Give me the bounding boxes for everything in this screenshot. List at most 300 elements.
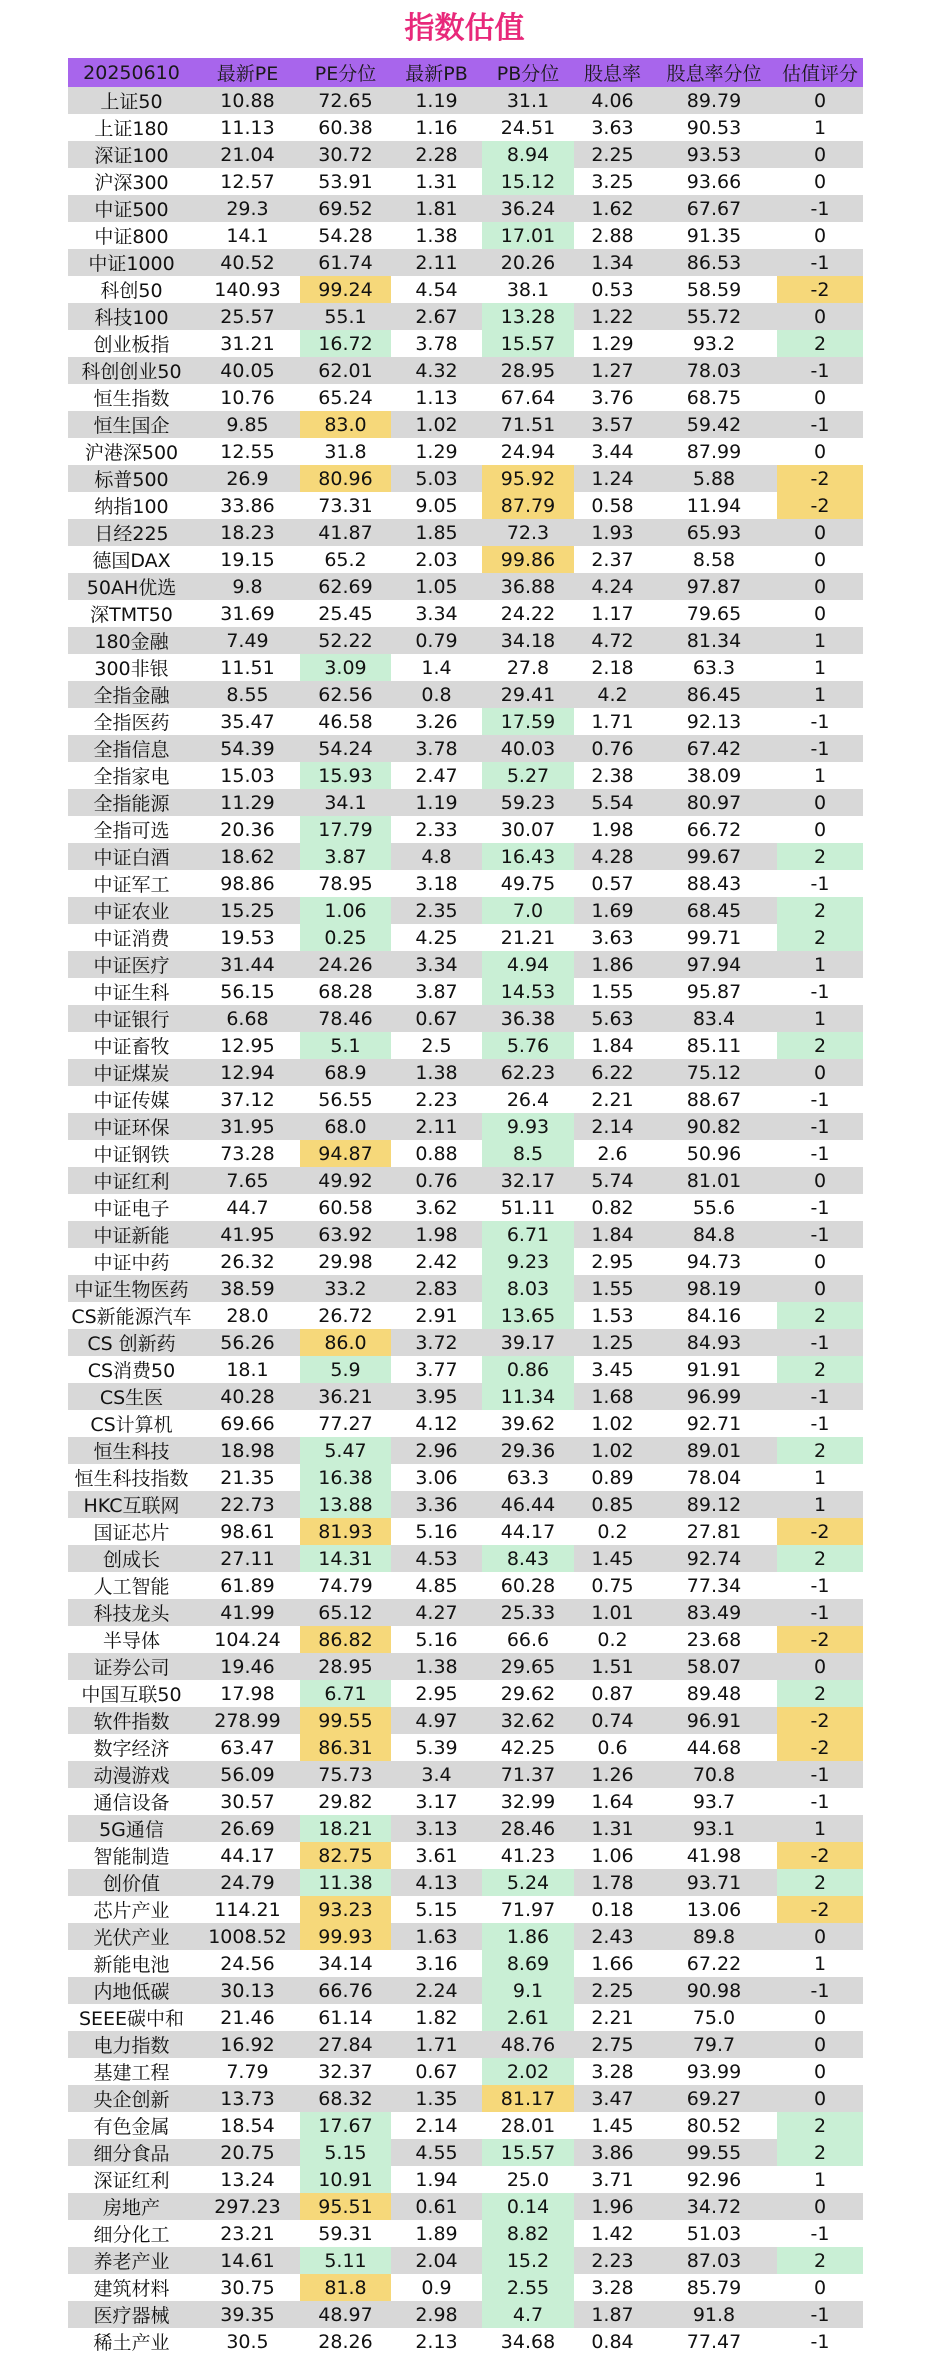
table-cell: 62.01 [300, 357, 391, 384]
table-cell: 2.35 [391, 897, 482, 924]
index-name-cell: 中证环保 [68, 1113, 195, 1140]
table-cell: 10.76 [195, 384, 300, 411]
table-cell: 1.26 [574, 1761, 651, 1788]
table-cell: 99.55 [300, 1707, 391, 1734]
table-cell: 3.06 [391, 1464, 482, 1491]
table-cell: 66.6 [482, 1626, 574, 1653]
table-cell: 1.27 [574, 357, 651, 384]
table-cell: 20.75 [195, 2139, 300, 2166]
table-cell: 0 [777, 573, 863, 600]
table-cell: 3.28 [574, 2274, 651, 2301]
index-name-cell: 有色金属 [68, 2112, 195, 2139]
table-row [68, 1653, 863, 1680]
index-name-cell: 智能制造 [68, 1842, 195, 1869]
table-cell: 3.63 [574, 114, 651, 141]
table-cell: 78.03 [651, 357, 777, 384]
table-cell: 68.45 [651, 897, 777, 924]
table-row [68, 1383, 863, 1410]
index-name-cell: 全指医药 [68, 708, 195, 735]
table-cell: 3.78 [391, 330, 482, 357]
table-cell: 41.99 [195, 1599, 300, 1626]
table-cell: 1.68 [574, 1383, 651, 1410]
table-cell: 1 [777, 1464, 863, 1491]
table-cell: -1 [777, 1572, 863, 1599]
table-cell: 24.51 [482, 114, 574, 141]
table-cell: 86.45 [651, 681, 777, 708]
table-cell: 86.0 [300, 1329, 391, 1356]
table-cell: 11.51 [195, 654, 300, 681]
table-cell: 72.3 [482, 519, 574, 546]
table-cell: 58.07 [651, 1653, 777, 1680]
table-cell: 1.85 [391, 519, 482, 546]
table-cell: -2 [777, 1734, 863, 1761]
table-cell: 2.75 [574, 2031, 651, 2058]
index-name-cell: CS新能源汽车 [68, 1302, 195, 1329]
table-cell: 40.28 [195, 1383, 300, 1410]
table-cell: 24.79 [195, 1869, 300, 1896]
index-name-cell: 创成长 [68, 1545, 195, 1572]
table-cell: 63.47 [195, 1734, 300, 1761]
table-cell: -1 [777, 1086, 863, 1113]
table-cell: 87.79 [482, 492, 574, 519]
table-cell: 83.49 [651, 1599, 777, 1626]
table-cell: 30.72 [300, 141, 391, 168]
table-row [68, 2139, 863, 2166]
table-cell: 29.41 [482, 681, 574, 708]
table-cell: 4.27 [391, 1599, 482, 1626]
table-cell: 33.86 [195, 492, 300, 519]
table-cell: 2.03 [391, 546, 482, 573]
table-cell: 77.27 [300, 1410, 391, 1437]
index-name-cell: 细分化工 [68, 2220, 195, 2247]
table-cell: 1.53 [574, 1302, 651, 1329]
table-cell: 93.1 [651, 1815, 777, 1842]
table-cell: 8.43 [482, 1545, 574, 1572]
table-cell: 63.92 [300, 1221, 391, 1248]
table-cell: 75.73 [300, 1761, 391, 1788]
table-row [68, 1761, 863, 1788]
table-cell: 30.07 [482, 816, 574, 843]
table-cell: 31.21 [195, 330, 300, 357]
table-cell: 72.65 [300, 87, 391, 114]
table-cell: 1.45 [574, 2112, 651, 2139]
table-row [68, 519, 863, 546]
table-cell: 91.8 [651, 2301, 777, 2328]
table-row [68, 1788, 863, 1815]
table-cell: 84.16 [651, 1302, 777, 1329]
table-cell: 3.09 [300, 654, 391, 681]
table-cell: -1 [777, 1221, 863, 1248]
table-cell: 24.22 [482, 600, 574, 627]
index-name-cell: 纳指100 [68, 492, 195, 519]
table-cell: 114.21 [195, 1896, 300, 1923]
table-cell: 15.03 [195, 762, 300, 789]
table-cell: 16.43 [482, 843, 574, 870]
table-cell: 51.03 [651, 2220, 777, 2247]
table-cell: 1.06 [300, 897, 391, 924]
table-cell: 0.57 [574, 870, 651, 897]
table-cell: 69.52 [300, 195, 391, 222]
table-cell: 68.9 [300, 1059, 391, 1086]
table-cell: 1.98 [391, 1221, 482, 1248]
index-name-cell: 人工智能 [68, 1572, 195, 1599]
table-cell: 25.0 [482, 2166, 574, 2193]
table-row [68, 1464, 863, 1491]
table-cell: 13.06 [651, 1896, 777, 1923]
table-cell: 24.94 [482, 438, 574, 465]
table-cell: 0 [777, 1923, 863, 1950]
table-cell: -1 [777, 2220, 863, 2247]
index-name-cell: 基建工程 [68, 2058, 195, 2085]
table-cell: 0 [777, 384, 863, 411]
table-cell: 5.11 [300, 2247, 391, 2274]
table-cell: 3.18 [391, 870, 482, 897]
table-cell: -2 [777, 276, 863, 303]
table-cell: 1.55 [574, 1275, 651, 1302]
table-cell: 93.7 [651, 1788, 777, 1815]
table-cell: 4.06 [574, 87, 651, 114]
table-cell: 93.53 [651, 141, 777, 168]
table-row [68, 1923, 863, 1950]
table-cell: 2.28 [391, 141, 482, 168]
table-cell: 85.79 [651, 2274, 777, 2301]
table-cell: 36.24 [482, 195, 574, 222]
table-cell: 1 [777, 1950, 863, 1977]
table-cell: 3.86 [574, 2139, 651, 2166]
table-cell: 55.6 [651, 1194, 777, 1221]
table-cell: 75.12 [651, 1059, 777, 1086]
table-cell: -1 [777, 1788, 863, 1815]
index-name-cell: 证券公司 [68, 1653, 195, 1680]
table-cell: 1008.52 [195, 1923, 300, 1950]
table-cell: 0.9 [391, 2274, 482, 2301]
table-cell: 28.95 [482, 357, 574, 384]
table-row [68, 2193, 863, 2220]
table-cell: 27.81 [651, 1518, 777, 1545]
table-cell: 1.84 [574, 1221, 651, 1248]
index-name-cell: 日经225 [68, 519, 195, 546]
table-cell: 92.71 [651, 1410, 777, 1437]
table-cell: 1.31 [574, 1815, 651, 1842]
table-cell: 1.22 [574, 303, 651, 330]
table-cell: 92.74 [651, 1545, 777, 1572]
table-cell: 0 [777, 1275, 863, 1302]
table-cell: 87.99 [651, 438, 777, 465]
table-cell: 1.02 [391, 411, 482, 438]
table-cell: -1 [777, 1761, 863, 1788]
index-name-cell: 创价值 [68, 1869, 195, 1896]
table-cell: 1 [777, 114, 863, 141]
table-cell: 13.24 [195, 2166, 300, 2193]
table-cell: 1.63 [391, 1923, 482, 1950]
table-cell: 4.94 [482, 951, 574, 978]
index-name-cell: 全指信息 [68, 735, 195, 762]
table-row [68, 330, 863, 357]
table-cell: 0 [777, 1653, 863, 1680]
table-cell: 28.46 [482, 1815, 574, 1842]
table-cell: 29.62 [482, 1680, 574, 1707]
table-cell: 2.83 [391, 1275, 482, 1302]
table-row [68, 1572, 863, 1599]
table-cell: 39.17 [482, 1329, 574, 1356]
index-name-cell: 中证农业 [68, 897, 195, 924]
index-name-cell: 全指家电 [68, 762, 195, 789]
table-cell: 44.17 [195, 1842, 300, 1869]
table-cell: 88.67 [651, 1086, 777, 1113]
table-cell: 69.66 [195, 1410, 300, 1437]
table-row [68, 870, 863, 897]
table-cell: 67.67 [651, 195, 777, 222]
table-cell: 4.72 [574, 627, 651, 654]
table-cell: 65.12 [300, 1599, 391, 1626]
index-name-cell: 深TMT50 [68, 600, 195, 627]
table-cell: 18.98 [195, 1437, 300, 1464]
table-cell: 59.23 [482, 789, 574, 816]
index-name-cell: 养老产业 [68, 2247, 195, 2274]
table-cell: 17.67 [300, 2112, 391, 2139]
table-cell: 0.84 [574, 2328, 651, 2355]
table-cell: 1.25 [574, 1329, 651, 1356]
table-cell: 26.32 [195, 1248, 300, 1275]
table-cell: 3.45 [574, 1356, 651, 1383]
table-cell: 28.01 [482, 2112, 574, 2139]
table-row [68, 1491, 863, 1518]
table-cell: 83.0 [300, 411, 391, 438]
table-cell: 0 [777, 2193, 863, 2220]
table-cell: 1 [777, 2166, 863, 2193]
table-row [68, 1032, 863, 1059]
table-cell: 13.73 [195, 2085, 300, 2112]
table-cell: 62.56 [300, 681, 391, 708]
table-cell: 0 [777, 1167, 863, 1194]
table-cell: 15.12 [482, 168, 574, 195]
table-cell: 1 [777, 627, 863, 654]
table-cell: 5.9 [300, 1356, 391, 1383]
column-header: 最新PB [391, 58, 482, 87]
table-cell: 3.13 [391, 1815, 482, 1842]
table-cell: 15.93 [300, 762, 391, 789]
table-cell: 1 [777, 951, 863, 978]
table-row [68, 1707, 863, 1734]
index-name-cell: 科技100 [68, 303, 195, 330]
index-name-cell: 标普500 [68, 465, 195, 492]
table-row [68, 2031, 863, 2058]
table-row [68, 1518, 863, 1545]
table-cell: 5.24 [482, 1869, 574, 1896]
table-cell: 81.01 [651, 1167, 777, 1194]
table-cell: 1.13 [391, 384, 482, 411]
table-cell: 28.0 [195, 1302, 300, 1329]
table-cell: 5.16 [391, 1518, 482, 1545]
table-cell: 0.88 [391, 1140, 482, 1167]
table-cell: 2 [777, 1680, 863, 1707]
table-cell: 79.65 [651, 600, 777, 627]
table-cell: 32.37 [300, 2058, 391, 2085]
index-name-cell: 动漫游戏 [68, 1761, 195, 1788]
table-cell: 75.0 [651, 2004, 777, 2031]
table-cell: 29.36 [482, 1437, 574, 1464]
table-cell: 71.97 [482, 1896, 574, 1923]
table-row [68, 2112, 863, 2139]
header-row [68, 58, 863, 87]
table-cell: 2.6 [574, 1140, 651, 1167]
table-cell: 19.15 [195, 546, 300, 573]
table-row [68, 627, 863, 654]
table-cell: 1.96 [574, 2193, 651, 2220]
table-cell: 4.2 [574, 681, 651, 708]
table-cell: 2 [777, 924, 863, 951]
table-cell: 46.58 [300, 708, 391, 735]
table-cell: 54.39 [195, 735, 300, 762]
table-cell: 0 [777, 600, 863, 627]
table-cell: 104.24 [195, 1626, 300, 1653]
table-row [68, 465, 863, 492]
table-cell: 34.1 [300, 789, 391, 816]
table-cell: 93.23 [300, 1896, 391, 1923]
index-name-cell: 内地低碳 [68, 1977, 195, 2004]
table-cell: -1 [777, 708, 863, 735]
table-row [68, 1734, 863, 1761]
table-cell: 16.92 [195, 2031, 300, 2058]
table-cell: 1.71 [391, 2031, 482, 2058]
table-cell: 38.59 [195, 1275, 300, 1302]
table-cell: 21.35 [195, 1464, 300, 1491]
table-cell: 140.93 [195, 276, 300, 303]
index-name-cell: 中证1000 [68, 249, 195, 276]
table-cell: 1.64 [574, 1788, 651, 1815]
table-cell: 67.42 [651, 735, 777, 762]
table-cell: 2.11 [391, 249, 482, 276]
table-cell: 68.28 [300, 978, 391, 1005]
table-cell: 32.62 [482, 1707, 574, 1734]
table-cell: 86.31 [300, 1734, 391, 1761]
table-cell: 9.05 [391, 492, 482, 519]
index-name-cell: 中证电子 [68, 1194, 195, 1221]
table-cell: 3.62 [391, 1194, 482, 1221]
index-name-cell: 德国DAX [68, 546, 195, 573]
table-cell: 2.14 [391, 2112, 482, 2139]
table-cell: 62.23 [482, 1059, 574, 1086]
table-cell: 1.34 [574, 249, 651, 276]
table-row [68, 978, 863, 1005]
table-cell: 4.97 [391, 1707, 482, 1734]
table-cell: 48.76 [482, 2031, 574, 2058]
table-cell: 0.61 [391, 2193, 482, 2220]
table-cell: 20.36 [195, 816, 300, 843]
table-cell: 2 [777, 2112, 863, 2139]
table-row [68, 735, 863, 762]
table-cell: -1 [777, 1410, 863, 1437]
table-cell: 1.4 [391, 654, 482, 681]
table-cell: 23.68 [651, 1626, 777, 1653]
table-cell: 41.95 [195, 1221, 300, 1248]
table-cell: 0 [777, 222, 863, 249]
table-cell: 1.98 [574, 816, 651, 843]
table-row [68, 600, 863, 627]
table-cell: 4.24 [574, 573, 651, 600]
table-cell: 2.04 [391, 2247, 482, 2274]
table-cell: 95.87 [651, 978, 777, 1005]
table-cell: 17.59 [482, 708, 574, 735]
table-cell: 2.42 [391, 1248, 482, 1275]
table-cell: 0.82 [574, 1194, 651, 1221]
table-cell: 90.53 [651, 114, 777, 141]
table-row [68, 1248, 863, 1275]
index-name-cell: CS消费50 [68, 1356, 195, 1383]
table-row [68, 951, 863, 978]
table-cell: 94.87 [300, 1140, 391, 1167]
table-cell: 8.55 [195, 681, 300, 708]
table-cell: 35.47 [195, 708, 300, 735]
table-cell: 44.17 [482, 1518, 574, 1545]
table-cell: 12.55 [195, 438, 300, 465]
table-cell: 0.76 [391, 1167, 482, 1194]
table-cell: 21.46 [195, 2004, 300, 2031]
table-cell: 31.69 [195, 600, 300, 627]
table-cell: 1 [777, 1815, 863, 1842]
table-cell: 30.57 [195, 1788, 300, 1815]
table-cell: 3.57 [574, 411, 651, 438]
table-cell: 11.38 [300, 1869, 391, 1896]
table-cell: 2.67 [391, 303, 482, 330]
index-name-cell: SEEE碳中和 [68, 2004, 195, 2031]
table-cell: 17.79 [300, 816, 391, 843]
table-row [68, 2058, 863, 2085]
table-cell: 78.95 [300, 870, 391, 897]
table-cell: 4.8 [391, 843, 482, 870]
table-cell: 28.26 [300, 2328, 391, 2355]
table-row [68, 1545, 863, 1572]
table-cell: 8.82 [482, 2220, 574, 2247]
table-cell: 67.22 [651, 1950, 777, 1977]
table-cell: 18.21 [300, 1815, 391, 1842]
table-cell: 7.0 [482, 897, 574, 924]
table-cell: 78.04 [651, 1464, 777, 1491]
table-cell: 1.16 [391, 114, 482, 141]
table-cell: 2.88 [574, 222, 651, 249]
index-name-cell: 180金融 [68, 627, 195, 654]
table-cell: 89.79 [651, 87, 777, 114]
table-cell: 2.91 [391, 1302, 482, 1329]
table-cell: 0 [777, 2058, 863, 2085]
table-cell: 20.26 [482, 249, 574, 276]
table-cell: 2.11 [391, 1113, 482, 1140]
table-cell: 30.75 [195, 2274, 300, 2301]
table-cell: 14.61 [195, 2247, 300, 2274]
index-name-cell: 深证红利 [68, 2166, 195, 2193]
table-cell: 1.94 [391, 2166, 482, 2193]
table-row [68, 2274, 863, 2301]
table-cell: 0.2 [574, 1626, 651, 1653]
table-cell: 69.27 [651, 2085, 777, 2112]
table-cell: -2 [777, 465, 863, 492]
table-cell: 60.38 [300, 114, 391, 141]
table-cell: 54.24 [300, 735, 391, 762]
table-cell: 0 [777, 87, 863, 114]
table-cell: 53.91 [300, 168, 391, 195]
table-cell: 88.43 [651, 870, 777, 897]
table-cell: 0.58 [574, 492, 651, 519]
index-name-cell: 软件指数 [68, 1707, 195, 1734]
table-cell: 15.25 [195, 897, 300, 924]
table-row [68, 1410, 863, 1437]
table-cell: -1 [777, 1329, 863, 1356]
table-cell: 99.55 [651, 2139, 777, 2166]
table-cell: 11.94 [651, 492, 777, 519]
table-cell: 8.69 [482, 1950, 574, 1977]
table-cell: 2 [777, 1356, 863, 1383]
table-cell: -1 [777, 1194, 863, 1221]
